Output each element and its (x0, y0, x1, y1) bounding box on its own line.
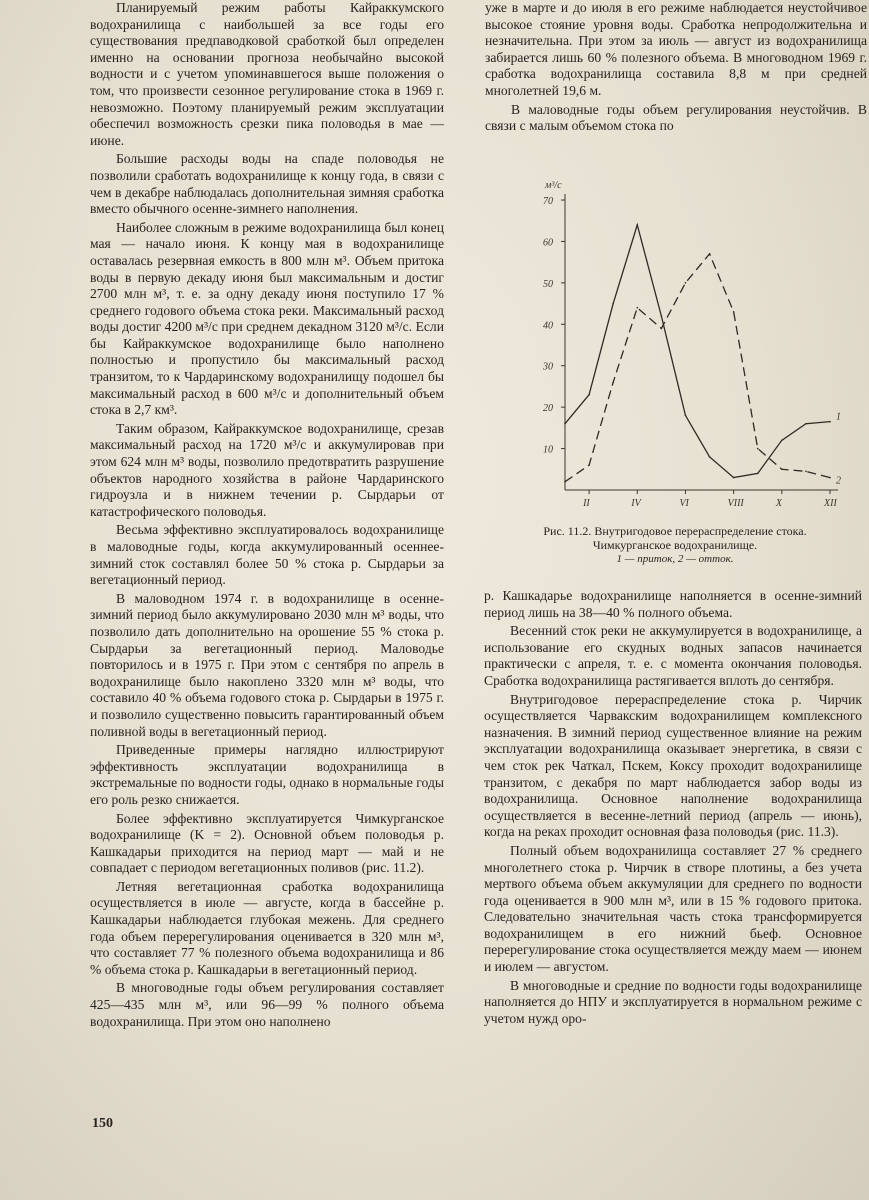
series-1-point (709, 456, 711, 458)
series-1-label: 1 (836, 411, 841, 423)
x-tick-label: IV (631, 498, 641, 509)
paragraph: Летняя вегетационная сработка водохранилища осуществляется в июле — августе, когда в бассейне р. Кашкадарьи наблюдается глубокая межень. Для среднего года объем перерегулирования оценивается в 320 млн м³, что составляет 77 % полезного объема водохранилища и 86 % объема стока р. Кашкадарьи в вегетационный период. (90, 878, 444, 977)
y-tick-label: 60 (543, 237, 553, 249)
series-2-point (781, 468, 783, 470)
y-tick-label: 40 (543, 320, 553, 332)
page-number: 150 (92, 1116, 113, 1131)
series-1-point (805, 423, 807, 425)
paragraph: В многоводные и средние по водности годы водохранилище наполняется до НПУ и эксплуатируется в нормальном режиме с учетом нужд оро- (484, 977, 862, 1026)
flow-chart (520, 170, 840, 520)
series-1-point (588, 394, 590, 396)
series-2-point (588, 464, 590, 466)
series-2-point (612, 381, 614, 383)
series-1-point (612, 303, 614, 305)
paragraph: В многоводные годы объем регулирования составляет 425—435 млн м³, или 96—99 % полного объема водохранилища. При этом оно наполнено (90, 980, 444, 1029)
x-tick-label: VI (679, 498, 689, 509)
figure-11-2 (520, 170, 840, 520)
series-2-point (757, 448, 759, 450)
series-1-point (781, 439, 783, 441)
x-tick-label: XII (824, 498, 837, 509)
paragraph: уже в марте и до июля в его режиме наблюдается неустойчивое высокое стояние уровня воды. Сработка непродолжительна и незначительна. При этом за июль — август из водохранилища забирается лишь 60 % полезного объема. В многоводном 1969 г. сработка водохранилища составила 8,8 м при средней многолетней 19,6 м. (485, 0, 867, 98)
series-2-label: 2 (836, 475, 841, 487)
paragraph: Наиболее сложным в режиме водохранилища был конец мая — начало июня. К концу мая в водохранилище оставалась резервная емкость в 800 млн м³. Объем притока воды в первую декаду июня был максимальным и достиг 2700 млн м³, т. е. за одну декаду июня поступило 17 % среднего годового объема стока реки. Максимальный расход воды достиг 4200 м³/с при среднем декадном 3120 м³/с. Если бы Кайраккумское водохранилище было наполнено полностью и пропустило бы максимальный расход транзитом, то к Чардаринскому водохранилищу подошел бы максимальный расход в 600 м³/с и дополнительный объем стока в 2,7 км³. (90, 219, 444, 418)
y-tick-label: 70 (543, 196, 553, 207)
y-tick-label: 20 (543, 403, 553, 415)
y-tick-label: 10 (543, 444, 553, 456)
figure-caption (510, 524, 840, 566)
series-1-line (565, 225, 830, 478)
series-1-point (636, 224, 638, 226)
x-tick-label: X (775, 498, 782, 509)
caption-text: Рис. 11.2. Внутригодовое перераспределение стока. Чимкурганское водохранилище. (543, 524, 807, 552)
paragraph: Внутригодовое перераспределение стока р. Чирчик осуществляется Чарвакским водохранилищем комплексного назначения. В зимний период существенное влияние на режим эксплуатации водохранилища оказывает энергетика, в связи с чем сток рек Чаткал, Пскем, Коксу проходит водохранилище транзитом, с декабря по март наблюдается забор воды из водохранилища. Основное наполнение водохранилища осуществляется в весенне-летний период (апрель — июнь), когда на реках проходит основная фаза половодья (рис. 11.3). (484, 691, 862, 840)
series-1-point (564, 423, 566, 425)
series-1-point (685, 415, 687, 417)
paragraph: Приведенные примеры наглядно иллюстрируют эффективность эксплуатации водохранилища в экстремальные по водности годы, однако в нормальные годы его роль резко снижается. (90, 742, 444, 807)
caption-legend: 1 — приток, 2 — отток. (616, 553, 734, 565)
x-tick-label: II (583, 498, 590, 509)
paragraph: Таким образом, Кайраккумское водохранилище, срезав максимальный расход на 1720 м³/с и аккумулировав при этом 624 млн м³ воды, позволило предотвратить разрушение объектов народного хозяйства в районе Чардаринского гидроузла и в нижнем течении р. Сырдарьи от катастрофического половодья. (90, 420, 444, 519)
series-2-point (709, 253, 711, 255)
paragraph: Более эффективно эксплуатируется Чимкурганское водохранилище (K = 2). Основной объем половодья р. Кашкадарьи приходится на период март — май и не совпадает с периодом вегетационных поливов (рис. 11.2). (90, 810, 444, 876)
series-1-point (757, 473, 759, 475)
series-2-point (805, 471, 807, 473)
series-1-point (829, 421, 831, 423)
paragraph: Полный объем водохранилища составляет 27 % среднего многолетнего стока р. Чирчик в створе плотины, а без учета мертвого объема объем аккумуляции для среднего по водности года оценивается в 900 млн м³, или в 15 % годового притока. Следовательно значительная часть стока трансформируется водохранилищем в его нижний бьеф. Основное перерегулирование стока осуществляется между маем — июнем и июлем — августом. (484, 842, 862, 975)
series-2-line (565, 254, 830, 482)
paragraph: Весенний сток реки не аккумулируется в водохранилище, а использование его скудных водных запасов начинается практически с апреля, т. е. с момента окончания половодья. Сработка водохранилища растягивается вплоть до сентября. (484, 623, 862, 688)
right-column-top (485, 0, 867, 137)
paragraph: В маловодные годы объем регулирования неустойчив. В связи с малым объемом стока по (485, 101, 867, 134)
series-2-point (636, 307, 638, 309)
paragraph: р. Кашкадарье водохранилище наполняется в осенне-зимний период лишь на 38—40 % полного объема. (484, 588, 862, 620)
series-2-point (685, 282, 687, 284)
series-2-point (733, 311, 735, 313)
y-axis-label: м³/с (545, 180, 562, 191)
right-column-bottom (484, 588, 862, 1029)
series-2-point (564, 481, 566, 483)
paragraph: Большие расходы воды на спаде половодья не позволили сработать водохранилище к концу года, в связи с чем в декабре наблюдалась дополнительная зимняя сработка вместо обычного осенне-зимнего наполнения. (90, 151, 444, 217)
series-2-point (829, 477, 831, 479)
series-1-point (661, 315, 663, 317)
y-tick-label: 30 (543, 361, 553, 373)
series-1-point (733, 477, 735, 479)
series-2-point (661, 328, 663, 330)
x-tick-label: VIII (727, 498, 744, 509)
paragraph: Весьма эффективно эксплуатировалось водохранилище в маловодные годы, когда аккумулированный осеннее-зимний сток составлял более 50 % стока р. Сырдарьи за вегетационный период. (90, 522, 444, 588)
paragraph: В маловодном 1974 г. в водохранилище в осенне-зимний период было аккумулировано 2030 млн м³ воды, что позволило дать дополнительно на орошение 55 % стока р. Сырдарьи за вегетационный период. Маловодье повторилось и в 1975 г. При этом с сентября по апрель в водохранилище было накоплено 3320 млн м³ воды, что составило 40 % объема годового стока р. Сырдарьи в 1975 г. и позволило существенно повысить гарантированный объем поливной воды в вегетационный период. (90, 590, 444, 739)
y-tick-label: 50 (543, 278, 553, 290)
paragraph: Планируемый режим работы Кайраккумского водохранилища с наибольшей за все годы его существования предпаводковой сработкой был определен именно на основании прогноза необычайно высокой водности и с учетом упоминавшегося выше положения о том, что произвести сезонное регулирование стока в 1969 г. невозможно. Поэтому планируемый режим эксплуатации обеспечил возможность срезки пика половодья в мае — июне. (90, 0, 444, 148)
left-column (90, 0, 444, 1032)
